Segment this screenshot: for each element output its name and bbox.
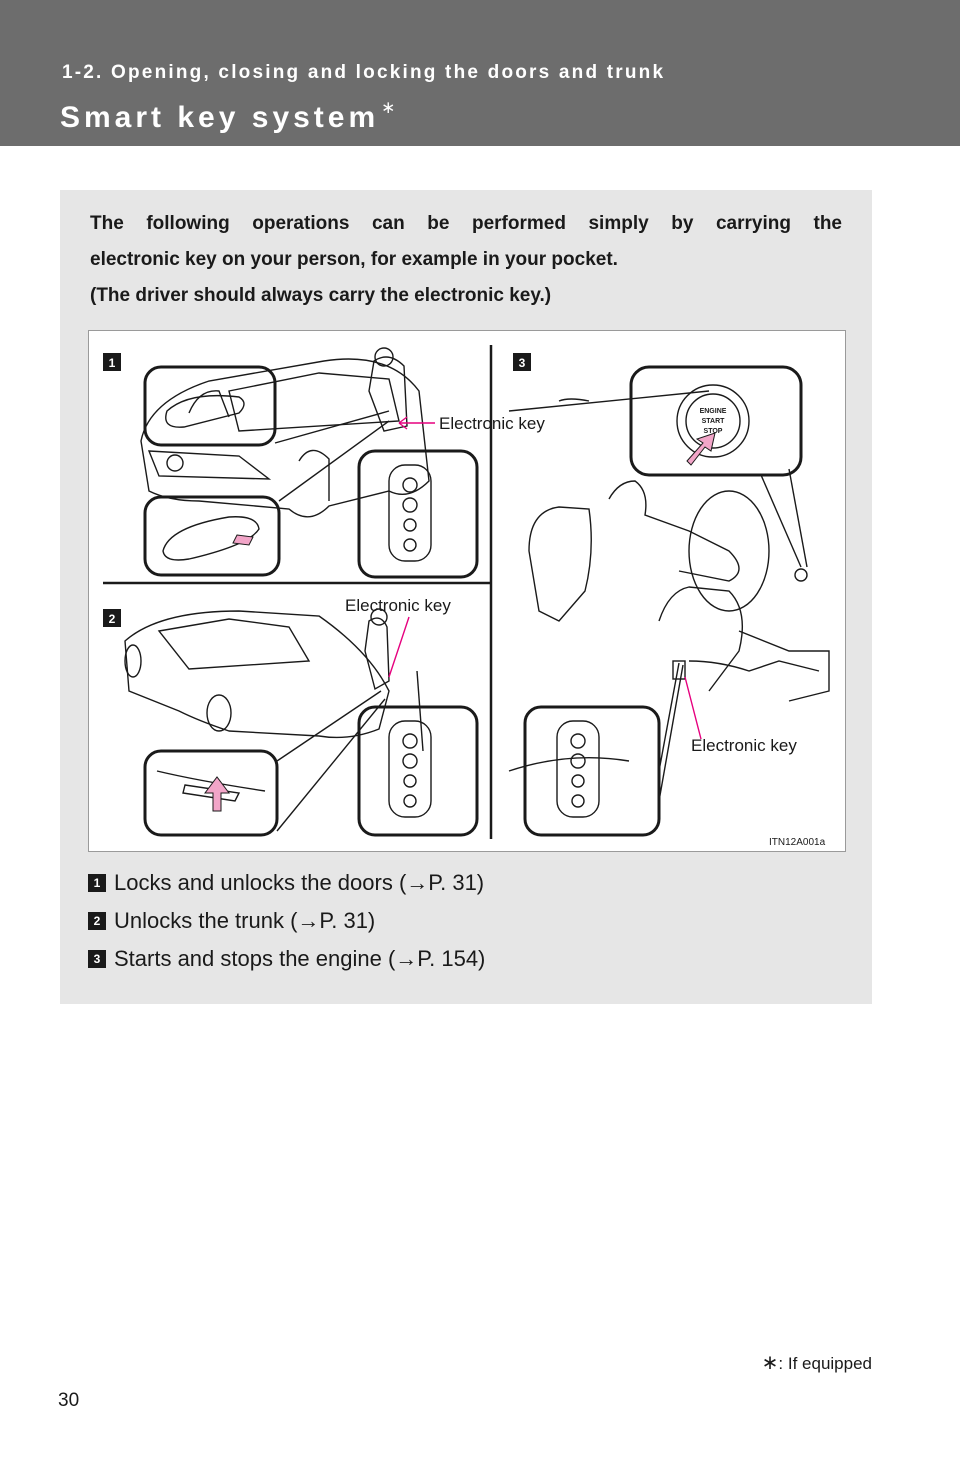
button-text-start: START [701,418,725,425]
intro-text [90,206,842,314]
item-text: Locks and unlocks the doors (→P. 31) [114,870,485,895]
footnote [762,1350,872,1375]
car-front-drawing [141,348,429,517]
panel-marker-3 [513,353,531,371]
button-text-engine: ENGINE [699,408,727,415]
item-marker: 3 [88,950,106,968]
page-title [60,98,395,135]
list-item [92,864,485,902]
figure-code: ITN12A001a [769,837,826,848]
section-title: 1-2. Opening, closing and locking the doors and trunk [62,62,666,83]
man-figure-1 [369,357,407,431]
item-text: Unlocks the trunk (→P. 31) [114,908,376,933]
key-fob-2 [389,721,431,817]
panel-marker-2 [103,609,121,627]
operation-list [92,864,485,978]
list-item [92,902,485,940]
front-seat-drawing [529,507,591,621]
key-fob-1 [389,465,431,561]
footnote-mark: ∗ [761,1352,779,1374]
handle-inset-top [145,367,275,445]
content-box [60,190,872,1004]
button-text-stop: STOP [703,428,723,435]
panel-marker-1 [103,353,121,371]
rear-seat-drawing [659,587,742,691]
list-item [92,940,485,978]
smart-key-illustration [88,330,846,852]
svg-text:2: 2 [108,612,116,626]
svg-text:3: 3 [518,356,526,370]
press-arrow-door [233,535,253,545]
page-title-text: Smart key system [60,101,380,134]
footnote-text: : If equipped [778,1354,872,1373]
key-inset-1 [359,451,477,577]
intro-line-1: The following operations can be performed simply by carrying the [90,213,842,234]
label-electronic-key-trunk: Electronic key [345,596,451,615]
key-inset-2 [359,707,477,835]
item-text: Starts and stops the engine (→P. 154) [114,946,486,971]
label-electronic-key-door: Electronic key [439,414,545,433]
intro-line-3: (The driver should always carry the electronic key.) [90,285,552,306]
item-marker: 1 [88,874,106,892]
handle-inset-bottom [145,497,279,575]
label-electronic-key-interior: Electronic key [691,736,797,755]
driver-figure [609,481,739,581]
intro-line-2: electronic key on your person, for example in your pocket. [90,249,618,270]
item-marker: 2 [88,912,106,930]
key-inset-3 [525,707,659,835]
equipment-mark: ∗ [381,98,396,117]
key-fob-3 [557,721,599,817]
man-figure-2 [365,618,389,689]
svg-text:1: 1 [108,356,116,370]
car-rear-drawing [125,609,389,737]
chapter-header [0,0,960,146]
start-button-small [795,569,807,581]
page-number: 30 [58,1390,80,1411]
illustration-svg [89,331,845,851]
